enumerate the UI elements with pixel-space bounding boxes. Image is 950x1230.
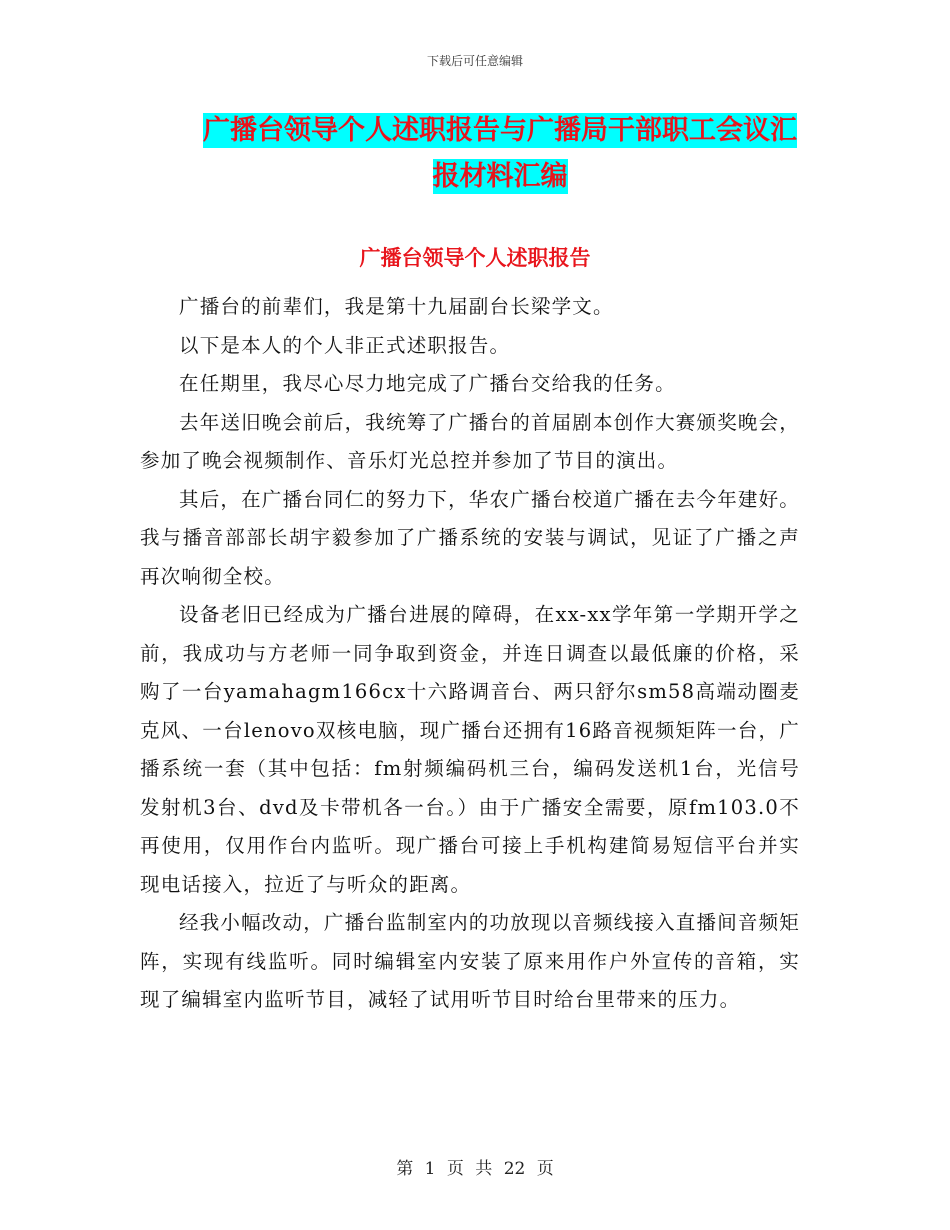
paragraph: 设备老旧已经成为广播台进展的障碍，在xx-xx学年第一学期开学之前，我成功与方老师一同争取到资金，并连日调查以最低廉的价格，采购了一台yamahagm166cx十六路调音台、两只舒尔sm58高端动圈麦克风、一台lenovo双核电脑，现广播台还拥有16路音视频矩阵一台，广播系统一套（其中包括：fm射频编码机三台，编码发送机1台，光信号发射机3台、dvd及卡带机各一台。）由于广播安全需要，原fm103.0不再使用，仅用作台内监听。现广播台可接上手机构建简易短信平台并实现电话接入，拉近了与听众的距离。: [140, 603, 800, 896]
paragraph: 经我小幅改动，广播台监制室内的功放现以音频线接入直播间音频矩阵，实现有线监听。同时编辑室内安装了原来用作户外宣传的音箱，实现了编辑室内监听节目，减轻了试用听节目时给台里带来的压力。: [140, 911, 801, 1011]
paragraph: 广播台的前辈们，我是第十九届副台长梁学文。: [179, 295, 614, 318]
paragraph: 在任期里，我尽心尽力地完成了广播台交给我的任务。: [179, 372, 676, 395]
section-title: 广播台领导个人述职报告: [359, 246, 591, 270]
body-text: [140, 288, 800, 1020]
paragraph: 以下是本人的个人非正式述职报告。: [179, 333, 511, 357]
paragraph: 其后，在广播台同仁的努力下，华农广播台校道广播在去今年建好。我与播音部部长胡宇毅参加了广播系统的安装与调试，见证了广播之声再次响彻全校。: [140, 487, 801, 588]
page-number: 第 1 页 共 22 页: [396, 1159, 554, 1179]
document-title: [190, 108, 810, 200]
paragraph: 去年送旧晚会前后，我统筹了广播台的首届剧本创作大赛颁奖晚会，参加了晚会视频制作、音乐灯光总控并参加了节目的演出。: [140, 410, 801, 472]
header-note: 下载后可任意编辑: [426, 54, 523, 68]
document-title-text: 广播台领导个人述职报告与广播局干部职工会议汇报材料汇编: [203, 115, 797, 192]
